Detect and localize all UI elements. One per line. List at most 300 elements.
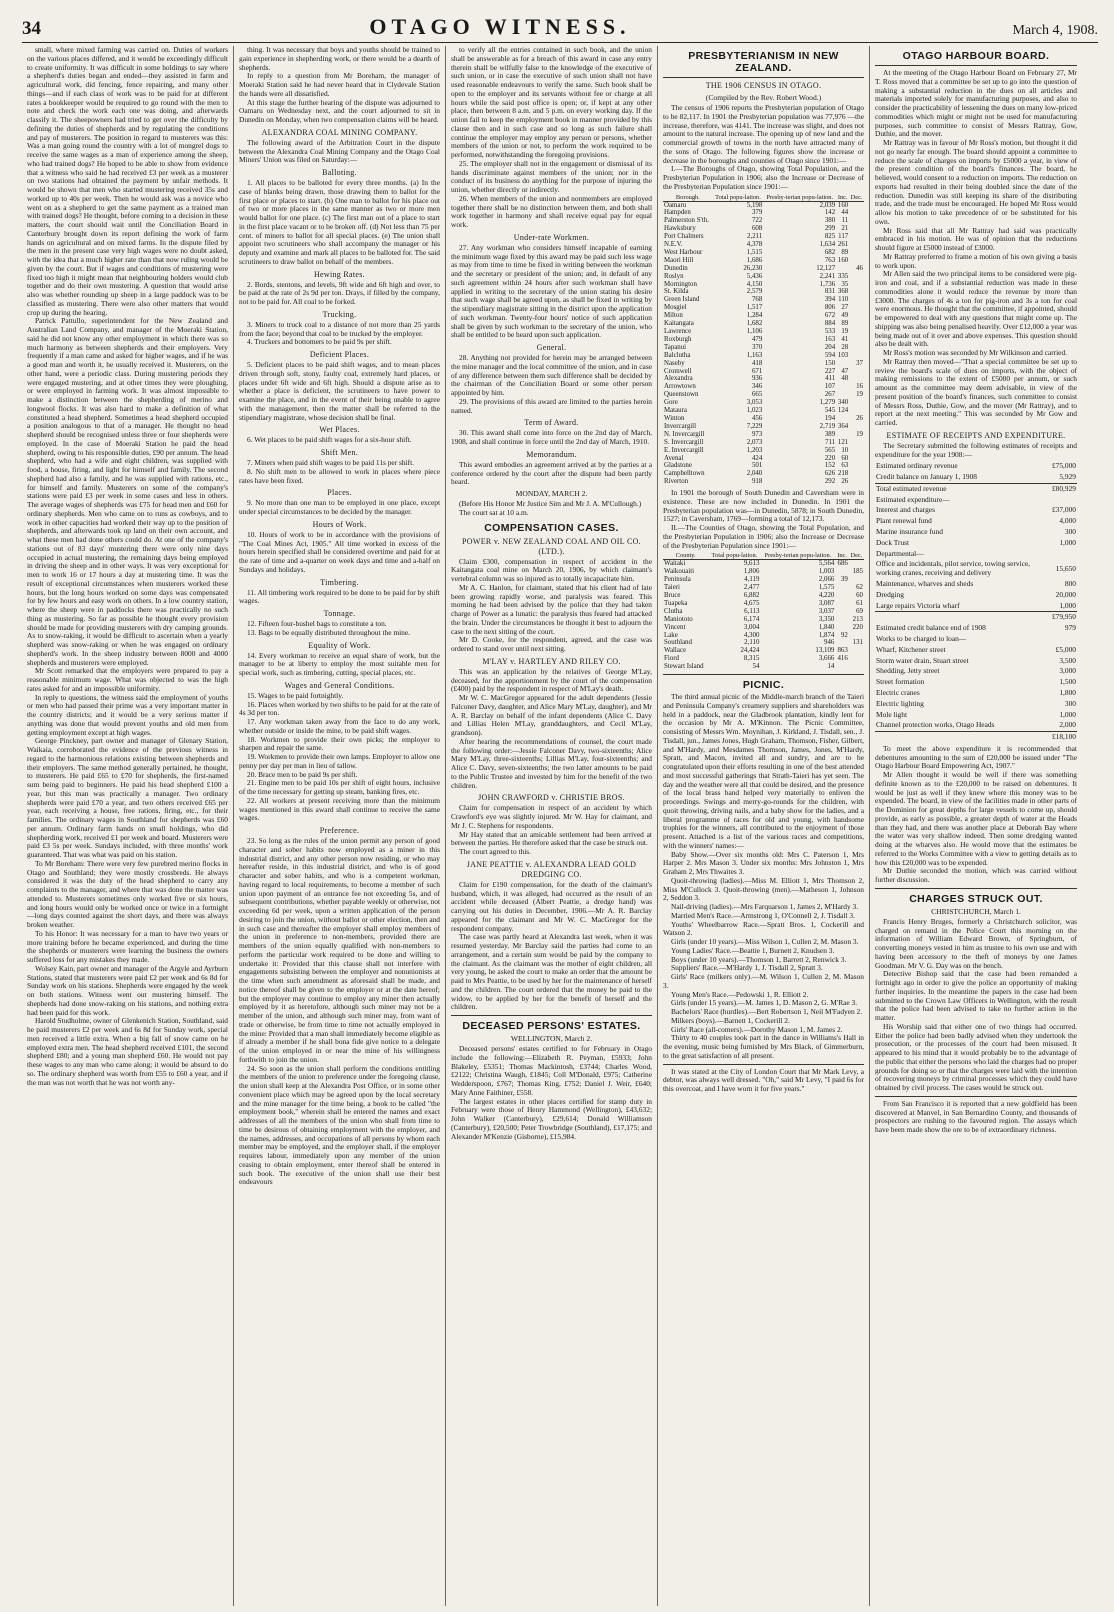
article-paragraph: To his Honor: It was necessary for a man to have two years or more training before he became experienced, and during the time the shepherds or musterers were learning the business the owners suffered loss for any mistakes they made. — [27, 928, 228, 964]
section-heading: Deficient Places. — [309, 350, 370, 359]
table-row — [663, 431, 864, 439]
article-paragraph: Mr Allen thought it would be well if there was something definite known as to the £20,000 to be raised on debentures. It would be just as well if they knew where this money was to be expended. The board, in view of the facilities made in other parts of the Dominion for great depths for large vessels to come up, should provide, as early as possible, a greater depth of water at the Heads than they had, and there was another place at Deborah Bay where the water was very shallow indeed. Then some dredging wanted doing at the wharves also. He would move that the estimates be referred to the Works Committee with a view to getting details as to how this £20,000 was to be expended. — [875, 770, 1077, 867]
table-cell: 533 — [824, 328, 836, 335]
award-clause: 9. No more than one man to be employed in one place, except under special circumstances to be decided by the manager. — [239, 498, 440, 516]
award-clause: 10. Hours of work to be in accordance with the provisions of "The Coal Mines Act, 1905." All time worked in excess of the hours herein specified shall be considered overtime and paid for at the rate of time and a-quarter on week days and time and a-half on Sundays and holidays. — [239, 529, 440, 574]
table-cell: 12,127 — [816, 264, 836, 272]
page-number: 34 — [22, 18, 41, 39]
table-row — [663, 584, 864, 592]
table-cell: 24,424 — [740, 647, 760, 655]
table-cell: Vincent — [664, 623, 686, 631]
table-cell: Tapanui — [664, 343, 687, 351]
table-cell: 1,163 — [746, 351, 763, 359]
award-clause: 5. Deficient places to be paid shift wages, and to mean places driven through soft, stony, faulty coal, extremely hard places, or places under 6ft wide and 6ft high. Should a dispute arise as to whether a place is deficient, the scrutineers to have power to examine the place, and in the event of their being unable to agree with the management, then the matter shall be referred to the stipendiary magistrate, whose decision shall be final. — [239, 360, 440, 422]
results-line: Boys (under 10 years).—Thomson 1, Barrett 2, Renwick 3. — [671, 954, 847, 964]
article-paragraph: At this stage the further hearing of the dispute was adjourned to Oamaru on Wednesday next, and the court adjourned to sit in Dunedin on Monday, when two compensation claims will be heard. — [239, 97, 440, 124]
article-paragraph: Wolsey Kain, part owner and manager of the Argyle and Ayrburn Stations, stated that musterers were paid £2 per week and 6s 8d for Sunday work on his stations. Shepherds were engaged by the week on both stations. Witness went out mustering himself. The shepherds had done snow-raking on his stations, and nothing extra had been paid for this work. — [27, 963, 228, 1017]
table-cell: Avenal — [664, 454, 684, 462]
award-clause: 14. Every workman to receive an equal share of work, but the manager to be at liberty to employ the most suitable men for special work, such as timbering, cutting, special places, etc. — [239, 650, 440, 677]
ledger-body — [875, 461, 1077, 743]
table-cell: 4,675 — [743, 599, 760, 607]
table-row — [663, 233, 864, 241]
table-cell — [835, 616, 848, 624]
table-cell: 218 — [837, 470, 849, 478]
ledger-amount: 300 — [1064, 698, 1076, 708]
column-header: Total popu-lation. — [708, 552, 760, 560]
table-cell: 227 — [824, 367, 836, 375]
table-cell: St. Kilda — [664, 288, 689, 296]
table-cell: 918 — [751, 478, 763, 486]
table-cell — [849, 663, 864, 671]
table-cell: 110 — [838, 296, 849, 304]
table-cell: 103 — [837, 351, 849, 359]
table-cell: West Harbour — [664, 248, 703, 256]
ledger-item: Estimated ordinary revenue — [876, 461, 958, 471]
table-cell: 608 — [751, 225, 763, 233]
table-cell: 2,477 — [743, 584, 760, 592]
table-cell: 220 — [824, 454, 836, 462]
table-cell: 204 — [824, 343, 836, 351]
table-cell: 117 — [838, 233, 849, 241]
table-cell — [849, 560, 864, 568]
article-subheading: THE 1906 CENSUS IN OTAGO. — [705, 81, 822, 90]
table-cell: Arrowtown — [664, 383, 696, 391]
table-cell: 6,113 — [744, 607, 760, 615]
section-heading: Under-rate Workmen. — [513, 232, 590, 242]
table-cell: 107 — [824, 383, 836, 391]
table-cell: 39 — [840, 576, 848, 584]
table-cell — [849, 320, 864, 328]
article-paragraph: small, where mixed farming was carried on. Duties of workers on the various places differed, and it would be exceedingly difficult to create uniformity. It was difficult in some holdings to say where a shepherd's duties began and ended—they assisted in farm and agricultural work, did fencing, fence repairing, and many other things—and if each class of work was to be paid for at different rates a bookkeeper would be required to go round with the men to note and check the work each one was doing, and afterwards classify it. The sheepowners had tried to get over the difficulty by defining the duties of shepherds and by regulating the conditions and pay of musterers. The position in regard to musterers was this: Was a man going round the country with a lot of mongrel dogs to receive the same wages as a man of experience among the sheep, who had trained dogs? He hoped to be able to show from evidence that a witness who said he had received £3 per week as a musterer on two stations had obtained the payment by unfair methods. It would be shown that men who started mustering received 35s and worked up to 40s per week. Then he would ask was a novice who went on as a shepherd to get the same payment as a trained man with trained dogs? He thought, before coming to a decision in these matters, the court should wait until the Conciliation Board in Canterbury brought down its report defining the work of farm hands on agricultural and on mixed farms. In the dispute filed by the men in the present case very high wages were no doubt asked, with the idea that a much higher rate than that now ruling would be given by the court. But if wages and conditions of mustering were fixed too high it might mean that neighbouring holders would club together and do their own mustering. A question that would arise also was whether rounding up sheep in a large paddock was to be classified as mustering. There were also other matters that would crop up during the hearing. — [27, 46, 228, 317]
table-body — [663, 560, 864, 671]
table-row — [663, 560, 864, 568]
article-paragraph: Mr Rattray preferred to frame a motion of his own giving a basis to work upon. — [875, 251, 1077, 270]
table-row — [663, 470, 864, 478]
case-title: JOHN CRAWFORD v. CHRISTIE BROS. — [478, 793, 625, 803]
table-cell: 11 — [841, 217, 849, 225]
award-clause: 23. So long as the rules of the union permit any person of good character and sober habits now employed as a miner in this industrial district, and any other person now residing, or who may hereafter reside, in this industrial district, and who is of good character and sober habits, and who is a competent workman, having regard to local requirements, to become a member of such union upon payment of an entrance fee not exceeding 5s, and of subsequent contributions, whether payable weekly or otherwise, not exceeding 6d per week, upon a written application of the person desiring to join the union, without ballot or other election, then and in such case and thereafter the employer shall employ members of the union in preference to non-members, provided there are members of the union equally qualified with non-members to perform the particular work required to be done and willing to undertake it: Provided that this clause shall not interfere with engagements subsisting between the employer and nonunionists at the time when such amendment as aforesaid shall be made, and notice thereof shall be given to the employer or at the date hereof; but the employer may continue to employ any miner then actually employed by it as heretofore, although such miner may not be a member of the union, and although such miner may, from want of trade or otherwise, be from time to time not actually employed in the mine: Provided that a man shall immediately become eligible as if already a member if he shall bona fide give notice to a delegate of the union employed in or near the mine of his willingness forthwith to join the union. — [239, 836, 440, 1064]
article-paragraph: To Mr Boreham: There were very few purebred merino flocks in Otago and Southland; they were mostly crossbreds. He always considered it was the duty of the head shepherd to carry any complaints to the manager, and where that was done the matter was attended to. Musterers sometimes only worked five or six hours, and long hours would only be worked once or twice in a fortnight—long days counted against the short days, and there was always broken weather. — [27, 858, 228, 929]
ledger-item — [875, 612, 1051, 623]
ledger-amount — [1051, 549, 1077, 560]
table-row — [663, 407, 864, 415]
table-cell: 806 — [824, 304, 836, 312]
ledger-item: Dock Trust — [876, 537, 910, 547]
section-heading: Hours of Work. — [312, 519, 367, 529]
ledger-row — [875, 677, 1077, 688]
ledger-item: Dredging — [876, 589, 904, 599]
table-cell: Tuapeka — [664, 599, 688, 607]
table-row — [663, 344, 864, 352]
ledger-row — [875, 710, 1077, 721]
table-cell: 768 — [751, 296, 763, 304]
table-cell: 1,682 — [746, 320, 763, 328]
table-cell: Southland — [664, 639, 692, 647]
table-cell: Kaitangata — [664, 320, 694, 328]
results-line: Quoit-throwing (ladies).—Miss M. Elliott 1, Mrs Thomson 2, Miss M'Cullock 3. Quoit-throwing (men).—Matheson 1, Johnson 2, Seddon 3. — [663, 875, 864, 903]
table-cell: 2,719 — [819, 422, 836, 430]
table-cell — [849, 439, 864, 447]
table-cell: 5,436 — [746, 272, 763, 280]
table-cell: 92 — [840, 631, 848, 639]
table-cell — [849, 201, 864, 209]
ledger-row — [875, 590, 1077, 601]
table-cell: 7,229 — [746, 422, 763, 430]
ledger-amount: £37,000 — [1051, 505, 1076, 515]
ledger-amount: 800 — [1064, 579, 1076, 589]
table-cell: 4,119 — [744, 576, 760, 584]
table-cell: 394 — [824, 296, 836, 304]
table-cell — [849, 233, 864, 241]
ledger-amount: 5,929 — [1059, 472, 1076, 482]
table-cell: N.E.V. — [664, 241, 683, 249]
section-heading: Balloting. — [322, 168, 357, 177]
award-clause: 2. Bords, stentons, and levels, 9ft wide and 6ft high and over, to be paid at the rate of 2s 9d per ton. Drays, if filled by the company, not to be paid for. All coal to be forked. — [239, 279, 440, 306]
ledger-amount: 3,000 — [1059, 666, 1076, 676]
table-cell: 1,203 — [746, 446, 763, 454]
award-clause: 21. Engine men to be paid 10s per shift of eight hours, inclusive of the time necessary for getting up steam, banking fires, etc. — [239, 778, 440, 796]
table-cell — [849, 209, 864, 217]
award-clause: 17. Any workman taken away from the face to do any work, whether outside or inside the mine, to be paid shift wages. — [239, 717, 440, 735]
section-heading: Preference. — [319, 826, 360, 835]
results-line: Girls' Race (all-comers).—Dorothy Mason 1, M. James 2. — [671, 1024, 843, 1034]
table-cell: 2,579 — [746, 288, 763, 296]
ledger-row — [875, 527, 1077, 538]
ledger-item: Channel protection works, Otago Heads — [876, 720, 995, 730]
article-paragraph: Mr Duthie seconded the motion, which was carried without further discussion. — [875, 866, 1077, 885]
article-paragraph: The court agreed to this. — [459, 847, 532, 856]
table-cell: Green Island — [664, 296, 700, 304]
table-cell: Wallace — [664, 647, 687, 655]
table-cell: Palmerston S'th. — [664, 217, 709, 225]
table-row — [663, 478, 864, 486]
table-row — [663, 639, 864, 647]
table-row — [663, 281, 864, 289]
table-row — [663, 257, 864, 265]
table-row — [663, 592, 864, 600]
ledger-row — [875, 579, 1077, 590]
table-row — [663, 624, 864, 632]
article-paragraph: Mr Hay stated that an amicable settlement had been arrived at between the parties. He therefore asked that the case be struck out. — [451, 829, 652, 848]
ledger-row — [875, 688, 1077, 699]
table-cell: 346 — [751, 383, 763, 391]
table-cell: Invercargill — [664, 422, 697, 430]
ledger-item: Departmental— — [876, 548, 924, 558]
table-row — [663, 328, 864, 336]
table-cell: 763 — [824, 256, 836, 264]
results-line: Young Men's Race.—Pedowski 1, R. Elliott 2. — [671, 989, 809, 999]
ledger-item: Electric cranes — [876, 687, 920, 697]
table-cell: Cromwell — [664, 367, 692, 375]
table-cell: Balclutha — [664, 351, 691, 359]
ledger-amount: 3,500 — [1059, 655, 1076, 665]
ledger-label-row — [875, 495, 1077, 506]
article-paragraph: The third annual picnic of the Middle-march branch of the Taieri and Peninsula Company's creamery suppliers and shareholders was held in a paddock, near the Gladbrook plantation, kindly lent for the occasion by Mr A. M'Kinnon. The Picnic Committee, consisting of Messrs Wm. Moynihan, J. Kirkland, J. Tisdall, sen., J. Tisdall, jun., James Jones, Hugh Graham, Thomson, Fisher, Gilbert, and M'Hardy, and Mesdames Thomson, James, Jones, M'Hardy, Spratt, and Macon, invited all and sundry, and are to be congratulated upon their efforts resulting in one of the best attended and most successful gatherings that Strath-Taieri has yet seen. The day and the weather were all that could be desired, and the presence of the local brass band helped very materially to enliven the proceedings. Swings and merry-go-rounds for the children, with quoit throwing, driving nails, and a baby show for the ladies, and a liberal programme of races for old and young, with handsome trophies for the winners, all contributed to the enjoyment of those present. Attached is a list of the various races and competitions, with the winners' names:— — [663, 692, 864, 850]
section-heading: Places. — [327, 488, 352, 498]
table-cell: 389 — [824, 430, 836, 438]
ledger-amount: £80,929 — [1051, 483, 1076, 493]
table-row — [663, 655, 864, 663]
table-cell: Dunedin — [664, 264, 688, 272]
ledger-row — [875, 461, 1077, 472]
table-row — [663, 447, 864, 455]
table-cell: 8,315 — [743, 655, 760, 663]
divider — [663, 674, 864, 675]
table-cell — [849, 304, 864, 312]
table-row — [663, 423, 864, 431]
table-cell: 27 — [841, 304, 849, 312]
table-cell — [849, 312, 864, 320]
table-cell — [849, 336, 864, 344]
table-cell: 60 — [841, 454, 849, 462]
table-cell: 1,874 — [818, 631, 835, 639]
section-heading: Memorandum. — [526, 449, 577, 459]
section-heading: Trucking. — [322, 309, 357, 319]
article-paragraph: Patrick Pattullo, superintendent for the New Zealand and Australian Land Company, and manager of the Moeraki Station, said he did not know any other employment in which there was so much harmony as between shepherds and their employers. Very frequently if a man came and asked for higher wages, and if he was a good man and worth it, he usually received it. Musterers, on the other hand, were a periodic class. During mustering periods they were engaged mustering, and at other times they were ploughing, or were employed in farming work. It was almost impossible to make a distinction between the shepherding of merino and longwool flocks. It was also hard to make a definition of what constituted a head shepherd. Sometimes a head shepherd occupied a position analogous to that of a manager. He thought no head shepherd should be recognised unless three or four shepherds were employed. In the case of Moeraki Station he paid the head shepherd, owing to his responsible duties, £90 per annum. The head shepherd, who had a wife and eight children, was supplied with food, a house, firing, and light for himself and family. The second shepherd had also a family, and he was supplied with rations, etc., for himself and family. Musterers on some of the company's stations were paid £3 per week in some cases and less in others. The average wages of shepherds was £75 for head men and £60 for ordinary shepherds. Men who came on to runs as cowboys, and to work in other capacities had worked their way up to the position of shepherds, and afterwards took up land on their own account, and what these men had done others could do. At one of the company's stations out of 83 days' mustering there were only nine days occupied in actual mustering, the remaining days being employed in driving the sheep and in other ways. It was very exceptional for men to work 16 or 17 hours a day at mustering time. It was the result of exceptional circumstances when musterers worked these hours, but the long hours worked on some days was compensated for by few hours and easy work on others. In a low country station, where the sheep were in paddocks there was practically no such thing as mustering. So far as possible he thought every provision should be made for providing musterers with dry camping grounds. As to snow-raking, it would be difficult to ascertain when a yearly shepherd was snow-raking or when he was engaged on ordinary shepherd's work. In the sheep industry between 8000 and 4000 shepherds and musterers were employed. — [27, 316, 228, 667]
ledger-row — [875, 720, 1077, 731]
table-cell — [849, 478, 864, 486]
table-cell: 21 — [841, 225, 849, 233]
table-header-row — [663, 194, 864, 202]
table-cell: 456 — [751, 414, 763, 422]
table-cell: 1,023 — [746, 407, 763, 415]
table-body — [663, 201, 864, 486]
table-cell: 2,039 — [819, 201, 836, 209]
table-cell: 973 — [751, 430, 763, 438]
table-cell — [835, 608, 848, 616]
table-cell: 142 — [824, 209, 836, 217]
table-cell: 1,575 — [818, 584, 835, 592]
article-paragraph: Mr A. C. Hanlon, for claimant, stated that his client had of late been growing rapidly worse, and paralysis was feared. This morning he had been advised by the police that they had taken charge of Power as a lunatic: the paralysis thus feared had attacked the brain. Under the circumstances he thought it best to adjourn the case to the next sitting of the court. — [451, 582, 652, 636]
table-cell: 1,634 — [819, 241, 836, 249]
table-cell: Port Chalmers — [664, 233, 704, 241]
article-paragraph: The court sat at 10 a.m. — [459, 507, 529, 517]
table-row — [663, 439, 864, 447]
ledger-row — [875, 538, 1077, 549]
table-cell: 501 — [751, 462, 763, 470]
dateline: CHRISTCHURCH, March 1. — [931, 906, 1021, 916]
ledger-item: Storm water drain, Stuart street — [876, 655, 969, 665]
table-row — [663, 375, 864, 383]
table-cell: 44 — [841, 209, 849, 217]
column-header: Presby-terian popu-lation. — [760, 552, 835, 560]
table-cell: 3,037 — [818, 607, 835, 615]
divider — [875, 888, 1077, 889]
article-paragraph: In reply to questions, the witness said the employment of youths or men who had passed their prime was a very important matter in the country districts; and it would be a very serious matter if anything was done that would prevent youths and old men from getting employment except at high wages. — [27, 692, 228, 737]
ledger-amount: 1,500 — [1059, 677, 1076, 687]
table-cell: Riverton — [664, 478, 689, 486]
ledger-amount: £18,100 — [1051, 732, 1076, 742]
table-cell — [849, 273, 864, 281]
table-cell: 48 — [841, 375, 849, 383]
results-line: Baby Show.—Over six months old: Mrs C. Paterson 1, Mrs Harper 2. Mrs Mason 3. Under six months: Mrs Johnston 1, Mrs Graham 2, Mrs Thwaites 3. — [663, 849, 864, 877]
divider — [875, 1096, 1077, 1097]
table-cell: 1,515 — [746, 248, 763, 256]
article-heading: PRESBYTERIANISM IN NEW ZEALAND. — [688, 50, 839, 74]
article-paragraph: Mr Allen said the two principal items to be considered were pig-iron and coal, and if a substantial reduction was made in these commodities alone it would reduce the revenue by more than £3000. The charges of 4s a ton for pig-iron and 3s a ton for coal were enormous. He thought that the committee, if appointed, should be empowered to deal with any questions that might come up. The shipping was also being penalised heavily. Over £12,000 a year was being made out of it over and above expenses. This question should also be dealt with. — [875, 269, 1077, 349]
table-cell — [849, 281, 864, 289]
article-paragraph: Deceased persons' estates certified to for February in Otago include the following:—Elizabeth R. Peyman, £5933; John Blakeley, £5351; Thomas Mackintosh, £3744; Charles Wood, £2122; Christina Waugh, £1845; Coll M'Donald, £975; Catherine Wedderspoon, £767; Thomas King, £752; Daniel J. Weir, £640; Mary Anne Faithiner, £558. — [451, 1044, 652, 1097]
table-cell: Alexandra — [664, 375, 693, 383]
table-cell — [849, 447, 864, 455]
table-cell: 340 — [837, 399, 849, 407]
ledger-label: Works to be charged to loan— — [876, 634, 967, 643]
table-cell — [835, 584, 848, 592]
table-cell: 831 — [824, 288, 836, 296]
award-clause: 25. The employer shall not in the engagement or dismissal of its hands discriminate against members of the union; nor in the conduct of its business do anything for the purpose of injuring the union, whether directly or indirectly. — [451, 158, 652, 194]
table-cell: 594 — [824, 351, 836, 359]
award-clause: 26. When members of the union and nonmembers are employed together there shall be no distinction between them, and both shall work together in harmony and shall receive equal pay for equal work. — [451, 193, 652, 229]
table-cell: Hawksbury — [664, 225, 696, 233]
table-cell: 261 — [837, 241, 849, 249]
ledger-row — [875, 549, 1077, 560]
column-5 — [870, 46, 1082, 1606]
table-cell: 54 — [752, 663, 760, 671]
ledger-item: Office and incidentals, pilot service, towing service, working cranes, receiving and delivery — [876, 559, 1030, 578]
ledger-item: Total estimated revenue — [875, 483, 1051, 494]
table-cell: 220 — [852, 623, 863, 631]
table-cell: 884 — [824, 320, 836, 328]
table-row — [663, 568, 864, 576]
award-clause: 18. Workmen to provide their own picks; the employer to sharpen and repair the same. — [239, 734, 440, 753]
table-cell: 3,087 — [818, 599, 835, 607]
section-heading: Wet Places. — [319, 425, 360, 435]
table-cell: 671 — [751, 367, 763, 375]
table-cell: 121 — [837, 438, 849, 446]
table-cell: 49 — [841, 312, 849, 320]
table-row — [663, 415, 864, 423]
table-cell: 35 — [841, 280, 849, 288]
table-cell: 3,666 — [818, 655, 835, 663]
divider — [875, 65, 1077, 66]
table-cell: Lake — [664, 631, 678, 639]
table-cell: 418 — [751, 359, 763, 367]
results-line: Milkers (boys).—Barnett 1, Cockerill 2. — [671, 1015, 790, 1025]
article-paragraph: At the meeting of the Otago Harbour Board on February 27, Mr T. Ross moved that a committee be set up to go into the question of making a substantial reduction in the dues on all articles and materials imported solely for manufacturing purposes, and also to consider the practicability of lessening the dues on many low-priced commodities which might or might not be used for manufacturing purposes, such committee to consist of Messrs Rattray, Gow, Duthie, and the mover. — [875, 68, 1077, 139]
table-cell: 19 — [856, 391, 863, 399]
table-cell: 380 — [824, 217, 836, 225]
estimates-table — [875, 461, 1077, 743]
table-cell: Taieri — [664, 584, 680, 592]
table-row — [663, 360, 864, 368]
table-cell: 1,003 — [818, 568, 835, 576]
ledger-item: Credit balance on January 1, 1908 — [876, 472, 977, 482]
table-cell: 267 — [824, 391, 836, 399]
table-row — [663, 312, 864, 320]
table-cell: 194 — [824, 414, 836, 422]
article-paragraph: Mr Ross said that all Mr Rattray had said was practically embraced in his motion. He was of opinion that the reductions should figure at £5000 instead of £3000. — [875, 225, 1077, 252]
table-cell: 150 — [824, 359, 836, 367]
table-cell: 4,378 — [746, 241, 763, 249]
table-cell: Stewart Island — [664, 663, 704, 671]
table-cell: 1,806 — [743, 568, 760, 576]
ledger-row — [875, 623, 1077, 634]
table-cell — [849, 399, 864, 407]
table-row — [663, 632, 864, 640]
column-2 — [234, 46, 446, 1606]
award-clause: 13. Bags to be equally distributed throughout the mine. — [247, 627, 410, 637]
results-line: Youths' Wheelbarrow Race.—Spratt Bros. 1, Cockerill and Watson 2. — [663, 919, 864, 938]
table-cell: 13,109 — [815, 647, 835, 655]
table-cell — [849, 368, 864, 376]
ledger-row — [875, 483, 1077, 494]
table-row — [663, 304, 864, 312]
table-cell: Maori Hill — [664, 256, 694, 264]
table-cell: 424 — [751, 454, 763, 462]
table-cell: 9,613 — [743, 560, 760, 568]
table-cell: 292 — [824, 478, 836, 486]
table-cell: 946 — [824, 639, 835, 647]
dateline: WELLINGTON, March 2. — [510, 1034, 593, 1043]
article-paragraph: The census of 1906 reports the Presbyterian population of Otago to be 82,117. In 1901 the Presbyterian population was 77,976 —the increase, therefore, was 4141. The increase was slight, and does not amount to the natural increase. The opening up of new land and the commercial growth of towns in the north have attracted many of the sons of Otago. The following figures show the increase or decrease in the boroughs and counties of Otago since 1901:— — [663, 103, 864, 165]
case-title: M'LAY v. HARTLEY AND RILEY CO. — [482, 656, 621, 666]
table-cell: Waitaki — [664, 560, 686, 568]
table-cell: 185 — [852, 568, 863, 576]
ledger-amount: 1,000 — [1059, 600, 1076, 610]
article-paragraph: In 1901 the borough of South Dunedin and Caversham were in existence. These are now included in Dunedin. In 1901 the Presbyterian population was—in Dunedin, 5878; in South Dunedin, 1527; in Caversham, 1769—forming a total of 12,173. — [663, 488, 864, 524]
award-clause: 20. Brace men to be paid 9s per shift. — [247, 769, 358, 779]
table-cell: 131 — [852, 639, 863, 647]
table-cell: 89 — [841, 248, 849, 256]
results-line: Married Men's Race.—Armstrong 1, O'Connell 2, J. Tisdall 3. — [671, 910, 855, 920]
results-line: Nail-driving (ladies).—Mrs Farquarson 1, James 2, M'Hardy 3. — [671, 902, 859, 912]
table-cell: 411 — [825, 375, 836, 383]
ledger-amount: £79,950 — [1051, 612, 1076, 622]
newspaper-title: OTAGO WITNESS. — [369, 14, 631, 39]
table-cell: 26 — [856, 414, 863, 422]
ledger-item: Maintenance, wharves and sheds — [876, 579, 974, 589]
table-cell: 1,284 — [746, 312, 763, 320]
ledger-amount: 300 — [1064, 527, 1076, 537]
award-clause: 11. All timbering work required to be done to be paid for by shift wages. — [239, 587, 440, 606]
table-cell — [835, 592, 848, 600]
column-3 — [446, 46, 658, 1606]
article-paragraph: From San Francisco it is reported that a new goldfield has been discovered at Manvel, in San Bernardino County, and thousands of prospectors are rushing to the favoured region. The assays which have been made show the ore to be of extraordinary richness. — [875, 1098, 1077, 1135]
award-clause: 28. Anything not provided for herein may be arranged between the mine manager and the local committee of the union, and in case of any difference between them such difference shall be decided by the chairman of the Conciliation Board or some other person appointed by him. — [451, 353, 652, 397]
table-cell: Campbelltown — [664, 470, 705, 478]
table-caption: II.—The Counties of Otago, showing the Total Population, and the Presbyterian Population in 1906; also the Increase or Decrease of the Presbyterian Population since 1901:— — [663, 523, 864, 550]
table-cell: Mornington — [664, 280, 697, 288]
table-cell: N. Invercargill — [664, 430, 705, 438]
table-cell: S. Invercargill — [664, 438, 704, 446]
table-cell: Fiord — [664, 655, 679, 663]
table-cell — [849, 647, 864, 655]
table-cell — [849, 241, 864, 249]
section-heading: Wages and General Conditions. — [284, 680, 395, 690]
award-clause: 30. This award shall come into force on the 2nd day of March, 1908, and shall continue in force until the 2nd day of March, 1910. — [451, 428, 652, 446]
ledger-amount: 20,000 — [1055, 589, 1076, 599]
ledger-row — [875, 699, 1077, 710]
ledger-row — [875, 612, 1077, 623]
article-paragraph: Mr Rattray then moved—"That a special committee be set up to review the board's scale of dues on imports, with the object of making remissions to the extent of £5000 per annum, or such amount as the committee may deem advisable, in view of the present position of the board's finances, such committee to consist of Messrs Ross, Duthie, Gow, and the mover (Mr Rattray), and to report at the next meeting." This was seconded by Mr Gow and carried. — [875, 356, 1077, 427]
table-row — [663, 273, 864, 281]
table-cell: 364 — [837, 422, 849, 430]
article-paragraph: Detective Bishop said that the case had been remanded a fortnight ago in order to give the police an opportunity of making further inquiries. In the meantime the papers in the case had been submitted to the Crown Law Officers in Wellington, with the result that the police had been advised to take no further action in the matter. — [875, 969, 1077, 1023]
table-cell: 626 — [824, 470, 836, 478]
article-paragraph: It was stated at the City of London Court that Mr Mark Levy, a debtor, was always well dressed. "Oh," said Mr Levy, "I paid 6s for this overcoat, and I have worn it for five years." — [663, 1066, 864, 1094]
table-cell — [849, 217, 864, 225]
table-cell: E. Invercargill — [664, 446, 704, 454]
ledger-row — [875, 516, 1077, 527]
table-cell: 416 — [837, 655, 848, 663]
table-cell: 370 — [751, 343, 763, 351]
table-cell: 3,350 — [818, 615, 835, 623]
table-row — [663, 455, 864, 463]
award-clause: to verify all the entries contained in such book, and the union shall be answerable as for a breach of this award in case any entry therein shall be wilfully false to the knowledge of the executive of such union, or in case the executive of such union shall not have used reasonable endeavours to verify the same. Such book shall be open to the employer and its servants without fee or charge at all hours while the said post office is open; or, if kept at any other place, then between 8 a.m. and 5 p.m. on every working day. If the union fail to keep the employment book in manner provided by this clause then and in such case and so long as such failure shall continue the employer may employ any person or persons, whether members of the union or not, to perform the work required to be performed, notwithstanding the foregoing provisions. — [451, 46, 652, 159]
table-cell: 825 — [824, 233, 836, 241]
table-cell — [836, 391, 849, 399]
table-cell: Queenstown — [664, 391, 699, 399]
